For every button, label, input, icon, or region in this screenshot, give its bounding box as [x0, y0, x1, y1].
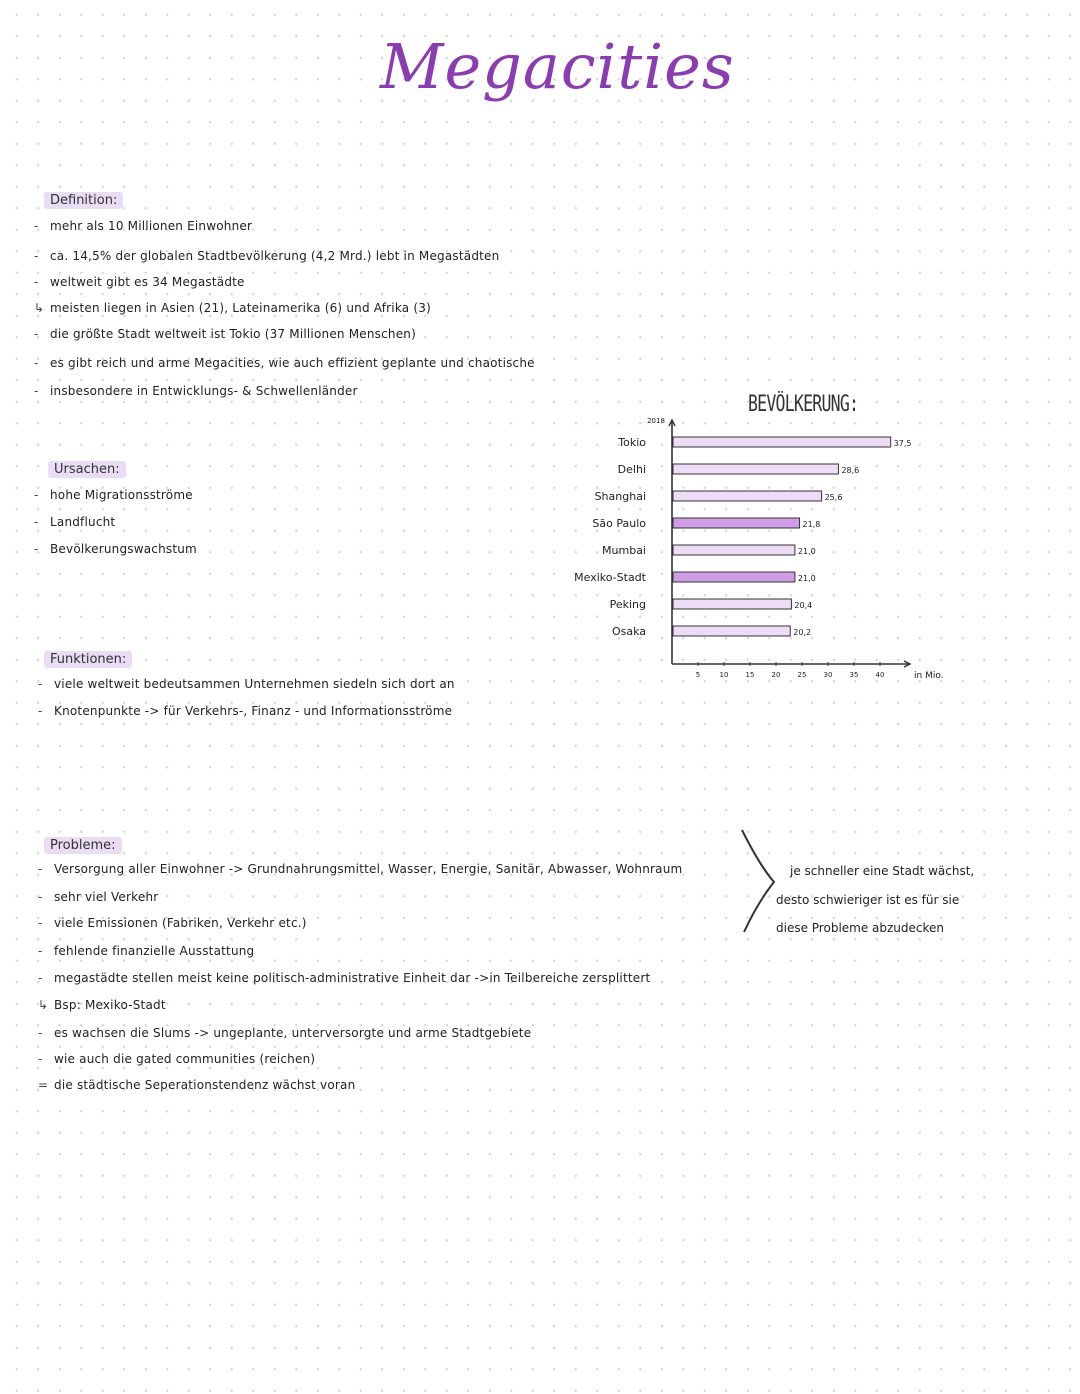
- category-label: Mumbai: [602, 544, 646, 557]
- value-label: 28,6: [841, 466, 860, 475]
- x-tick-label: 25: [797, 671, 807, 679]
- x-tick-label: 10: [719, 671, 729, 679]
- bullet-marker: -: [38, 944, 43, 958]
- chart-year-label: 2018: [647, 417, 665, 425]
- ursachen-line-text: Bevölkerungswachstum: [50, 542, 197, 556]
- population-bar-chart: [560, 400, 960, 690]
- bullet-marker: -: [38, 677, 43, 691]
- bullet-marker: -: [34, 515, 39, 529]
- bullet-marker: -: [34, 275, 39, 289]
- probleme-line-text: es wachsen die Slums -> ungeplante, unterversorgte und arme Stadtgebiete: [54, 1026, 532, 1040]
- category-label: São Paulo: [592, 517, 646, 530]
- probleme-line-text: Bsp: Mexiko-Stadt: [54, 998, 166, 1012]
- probleme-line-text: fehlende finanzielle Ausstattung: [54, 944, 255, 958]
- probleme-line: [38, 971, 650, 985]
- probleme-line: [38, 1052, 315, 1066]
- x-tick-label: 5: [695, 671, 701, 679]
- ursachen-line-text: Landflucht: [50, 515, 116, 529]
- bar-delhi: [673, 464, 838, 474]
- bar-tokio: [673, 437, 891, 447]
- bullet-marker: -: [38, 971, 43, 985]
- ursachen-line: [34, 515, 115, 529]
- value-label: 21,8: [802, 520, 821, 529]
- bar-mexikostadt: [673, 572, 795, 582]
- bullet-marker: -: [38, 704, 43, 718]
- bar-osaka: [673, 626, 790, 636]
- bullet-marker: -: [38, 1052, 43, 1066]
- bullet-marker: -: [34, 356, 39, 370]
- category-label: Peking: [609, 598, 646, 611]
- x-tick-label: 20: [771, 671, 781, 679]
- category-label: Osaka: [611, 625, 646, 638]
- bullet-marker: -: [34, 542, 39, 556]
- bullet-marker: -: [38, 916, 43, 930]
- probleme-line: [38, 998, 166, 1012]
- probleme-note-line-1: je schneller eine Stadt wächst,: [790, 864, 975, 878]
- definition-line-text: die größte Stadt weltweit ist Tokio (37 Millionen Menschen): [50, 327, 416, 341]
- definition-line-text: insbesondere in Entwicklungs- & Schwellenländer: [50, 384, 358, 398]
- definition-line: [34, 301, 431, 315]
- funktionen-line-text: Knotenpunkte -> für Verkehrs-, Finanz - und Informationsströme: [54, 704, 453, 718]
- chart-title: BEVÖLKERUNG:: [748, 392, 859, 417]
- funktionen-line: [38, 677, 455, 691]
- probleme-line-text: wie auch die gated communities (reichen): [54, 1052, 316, 1066]
- definition-line: [34, 384, 358, 398]
- probleme-line: [38, 916, 307, 930]
- bullet-marker: -: [34, 327, 39, 341]
- probleme-line-text: Versorgung aller Einwohner -> Grundnahrungsmittel, Wasser, Energie, Sanitär, Abwasser, Wohnraum: [54, 862, 683, 876]
- funktionen-line-text: viele weltweit bedeutsammen Unternehmen siedeln sich dort an: [54, 677, 455, 691]
- definition-line: [34, 249, 499, 263]
- funktionen-heading: Funktionen:: [44, 651, 132, 668]
- definition-line: [34, 219, 252, 233]
- definition-heading: Definition:: [44, 192, 123, 209]
- bar-sopaulo: [673, 518, 800, 528]
- bullet-marker: -: [34, 249, 39, 263]
- bullet-marker: ↳: [38, 998, 49, 1012]
- definition-line-text: es gibt reich und arme Megacities, wie auch effizient geplante und chaotische: [50, 356, 535, 370]
- ursachen-line-text: hohe Migrationsströme: [50, 488, 193, 502]
- definition-line-text: weltweit gibt es 34 Megastädte: [50, 275, 245, 289]
- value-label: 21,0: [797, 574, 816, 583]
- probleme-line: [38, 1078, 355, 1092]
- value-label: 20,4: [794, 601, 813, 610]
- category-label: Mexiko-Stadt: [574, 571, 646, 584]
- bullet-marker: -: [34, 384, 39, 398]
- ursachen-heading: Ursachen:: [48, 461, 126, 478]
- page-title: Megacities: [380, 30, 735, 103]
- bar-shanghai: [673, 491, 822, 501]
- bar-mumbai: [673, 545, 795, 555]
- bullet-marker: -: [34, 219, 39, 233]
- x-unit-label: in Mio.: [914, 671, 944, 681]
- probleme-line: [38, 862, 682, 876]
- bullet-marker: -: [38, 1026, 43, 1040]
- ursachen-line: [34, 542, 197, 556]
- bullet-marker: -: [38, 862, 43, 876]
- probleme-line-text: viele Emissionen (Fabriken, Verkehr etc.): [54, 916, 307, 930]
- category-label: Tokio: [618, 436, 646, 449]
- funktionen-line: [38, 704, 452, 718]
- ursachen-line: [34, 488, 193, 502]
- bar-peking: [673, 599, 791, 609]
- probleme-line-text: sehr viel Verkehr: [54, 890, 159, 904]
- brace-arrow-icon: [736, 826, 780, 936]
- category-label: Delhi: [617, 463, 646, 476]
- definition-line: [34, 275, 245, 289]
- probleme-line-text: die städtische Seperationstendenz wächst voran: [54, 1078, 356, 1092]
- probleme-note-line-2: desto schwieriger ist es für sie: [776, 893, 960, 907]
- definition-line-text: ca. 14,5% der globalen Stadtbevölkerung (4,2 Mrd.) lebt in Megastädten: [50, 249, 500, 263]
- probleme-line: [38, 944, 254, 958]
- bullet-marker: ↳: [34, 301, 45, 315]
- probleme-note-line-3: diese Probleme abzudecken: [776, 921, 945, 935]
- value-label: 20,2: [793, 628, 812, 637]
- bullet-marker: -: [38, 890, 43, 904]
- bullet-marker: -: [34, 488, 39, 502]
- definition-line-text: mehr als 10 Millionen Einwohner: [50, 219, 253, 233]
- x-tick-label: 15: [745, 671, 755, 679]
- value-label: 25,6: [824, 493, 843, 502]
- probleme-line-text: megastädte stellen meist keine politisch-administrative Einheit dar ->in Teilbereiche zersplittert: [54, 971, 651, 985]
- bullet-marker: =: [38, 1078, 49, 1092]
- value-label: 37,5: [893, 439, 912, 448]
- definition-line-text: meisten liegen in Asien (21), Lateinamerika (6) und Afrika (3): [50, 301, 431, 315]
- probleme-heading: Probleme:: [44, 837, 122, 854]
- x-tick-label: 35: [849, 671, 859, 679]
- x-tick-label: 40: [875, 671, 885, 679]
- probleme-line: [38, 890, 158, 904]
- definition-line: [34, 356, 535, 370]
- definition-line: [34, 327, 416, 341]
- probleme-line: [38, 1026, 531, 1040]
- category-label: Shanghai: [594, 490, 646, 503]
- value-label: 21,0: [797, 547, 816, 556]
- x-tick-label: 30: [823, 671, 833, 679]
